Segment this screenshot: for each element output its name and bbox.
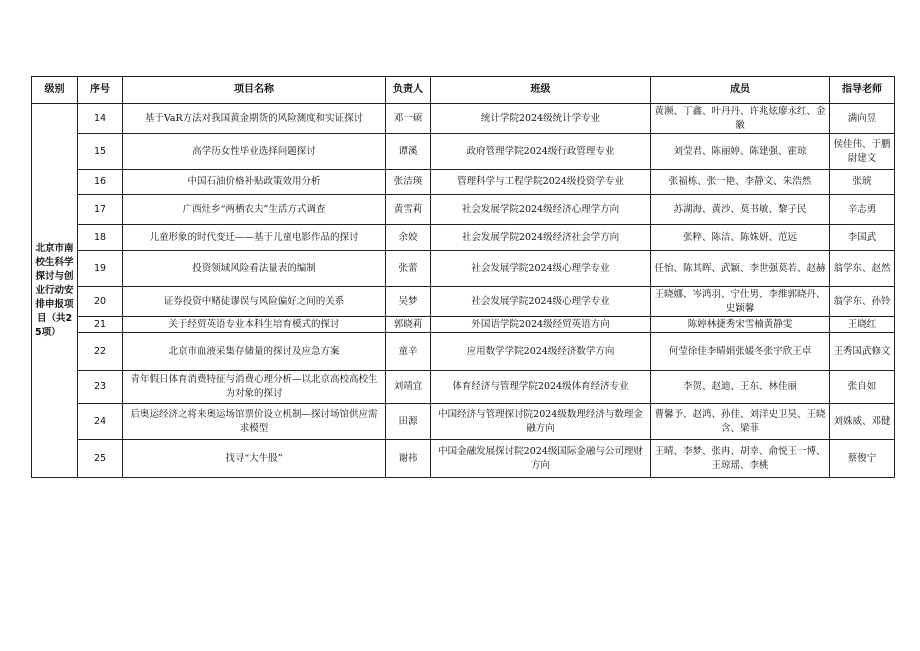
project-members: 刘莹君、陈丽婷、陈建强、霍琼 xyxy=(651,134,830,170)
project-advisor: 王秀国武修文 xyxy=(830,333,895,371)
project-members: 王晴、李梦、张冉、胡幸、俞悦王一博、王琼瑶、李桃 xyxy=(651,440,830,478)
row-number: 14 xyxy=(78,104,123,134)
table-row xyxy=(32,404,895,440)
project-leader: 吴梦 xyxy=(386,287,431,317)
project-class: 社会发展学院2024级经济社会学方向 xyxy=(431,225,651,251)
row-number: 22 xyxy=(78,333,123,371)
project-name: 中国石油价格补贴政策效用分析 xyxy=(123,170,386,195)
project-name: 后奥运经济之将来奥运场馆票价设立机制—探讨场馆供应需求模型 xyxy=(123,404,386,440)
project-advisor: 侯佳伟、于鹏尉建文 xyxy=(830,134,895,170)
project-members: 任怡、陈其晖、武颖、李世强莫若、赵赫 xyxy=(651,251,830,287)
project-leader: 谭溪 xyxy=(386,134,431,170)
table-row xyxy=(32,170,895,195)
table-row xyxy=(32,195,895,225)
project-leader: 余姣 xyxy=(386,225,431,251)
project-class: 中国金融发展探讨院2024级国际金融与公司理财方向 xyxy=(431,440,651,478)
project-members: 王晓娜、岑鸿羽、宁仕男、李维郭晓丹、史颖馨 xyxy=(651,287,830,317)
project-advisor: 王晓红 xyxy=(830,317,895,333)
table-row xyxy=(32,134,895,170)
project-members: 陈婷林捷秀宋雪楠黄静雯 xyxy=(651,317,830,333)
row-number: 24 xyxy=(78,404,123,440)
row-number: 18 xyxy=(78,225,123,251)
project-advisor: 翁学东、孙铃 xyxy=(830,287,895,317)
row-number: 16 xyxy=(78,170,123,195)
project-members: 何莹徐佳李晴娟张媛冬张宇欣王卓 xyxy=(651,333,830,371)
project-class: 社会发展学院2024级经济心理学方向 xyxy=(431,195,651,225)
project-class: 应用数学学院2024级经济数学方向 xyxy=(431,333,651,371)
project-class: 政府管理学院2024级行政管理专业 xyxy=(431,134,651,170)
table-row xyxy=(32,333,895,371)
project-class: 社会发展学院2024级心理学专业 xyxy=(431,251,651,287)
project-class: 管理科学与工程学院2024级投资学专业 xyxy=(431,170,651,195)
project-leader: 刘靖宜 xyxy=(386,371,431,404)
project-leader: 张洁瑛 xyxy=(386,170,431,195)
project-leader: 邓一硕 xyxy=(386,104,431,134)
project-leader: 田源 xyxy=(386,404,431,440)
header-project: 项目名称 xyxy=(123,77,386,104)
project-name: 儿童形象的时代变迁——基于儿童电影作品的探讨 xyxy=(123,225,386,251)
project-class: 体育经济与管理学院2024级体育经济专业 xyxy=(431,371,651,404)
project-members: 苏湖海、黄沙、莫书敏、黎子民 xyxy=(651,195,830,225)
project-advisor: 翁学东、赵然 xyxy=(830,251,895,287)
header-no: 序号 xyxy=(78,77,123,104)
project-advisor: 蔡俊宁 xyxy=(830,440,895,478)
project-advisor: 满向昱 xyxy=(830,104,895,134)
row-number: 21 xyxy=(78,317,123,333)
level-cell: 北京市南校生科学探讨与创业行动安排申报项目（共25项） xyxy=(32,104,78,478)
header-advisor: 指导老师 xyxy=(830,77,895,104)
row-number: 25 xyxy=(78,440,123,478)
project-class: 统计学院2024级统计学专业 xyxy=(431,104,651,134)
row-number: 15 xyxy=(78,134,123,170)
table-row xyxy=(32,287,895,317)
project-advisor: 李国武 xyxy=(830,225,895,251)
row-number: 23 xyxy=(78,371,123,404)
project-name: 证券投资中赌徒谬误与风险偏好之间的关系 xyxy=(123,287,386,317)
header-row xyxy=(32,77,895,104)
project-leader: 郭晓莉 xyxy=(386,317,431,333)
project-leader: 谢祎 xyxy=(386,440,431,478)
row-number: 17 xyxy=(78,195,123,225)
header-members: 成员 xyxy=(651,77,830,104)
header-class: 班级 xyxy=(431,77,651,104)
project-leader: 张蕾 xyxy=(386,251,431,287)
project-members: 李贺、赵迪、王东、林佳丽 xyxy=(651,371,830,404)
project-advisor: 刘姝威、邓健 xyxy=(830,404,895,440)
header-leader: 负责人 xyxy=(386,77,431,104)
table-row xyxy=(32,440,895,478)
row-number: 19 xyxy=(78,251,123,287)
project-advisor: 辛志勇 xyxy=(830,195,895,225)
project-class: 中国经济与管理探讨院2024级数理经济与数理金融方向 xyxy=(431,404,651,440)
table-row xyxy=(32,104,895,134)
project-name: 高学历女性毕业选择问题探讨 xyxy=(123,134,386,170)
project-class: 外国语学院2024级经贸英语方向 xyxy=(431,317,651,333)
table-row xyxy=(32,251,895,287)
project-members: 曹馨予、赵鸿、孙佳、刘洋史卫昊、王晓含、梁菲 xyxy=(651,404,830,440)
project-members: 张福栋、张一艳、李静文、朱浩然 xyxy=(651,170,830,195)
project-leader: 黄雪莉 xyxy=(386,195,431,225)
project-advisor: 张琥 xyxy=(830,170,895,195)
project-name: 广西灶乡“两栖农夫”生活方式调查 xyxy=(123,195,386,225)
table-row xyxy=(32,317,895,333)
project-name: 关于经贸英语专业本科生培育模式的探讨 xyxy=(123,317,386,333)
project-name: 找寻“大牛股” xyxy=(123,440,386,478)
header-level: 级别 xyxy=(32,77,78,104)
project-name: 基于VaR方法对我国黄金期货的风险测度和实证探讨 xyxy=(123,104,386,134)
project-class: 社会发展学院2024级心理学专业 xyxy=(431,287,651,317)
project-name: 北京市血液采集存储量的探讨及应急方案 xyxy=(123,333,386,371)
project-name: 青年假日体育消费特征与消费心理分析—以北京高校高校生为对象的探讨 xyxy=(123,371,386,404)
project-members: 黄濒、丁鑫、叶丹丹、许兆炫廖永红、金徽 xyxy=(651,104,830,134)
project-members: 张粹、陈洁、陈姝妍、范远 xyxy=(651,225,830,251)
table-row xyxy=(32,225,895,251)
table-row xyxy=(32,371,895,404)
project-name: 投资领域风险看法量表的编制 xyxy=(123,251,386,287)
row-number: 20 xyxy=(78,287,123,317)
project-advisor: 张自如 xyxy=(830,371,895,404)
project-leader: 童辛 xyxy=(386,333,431,371)
project-table xyxy=(31,76,895,478)
